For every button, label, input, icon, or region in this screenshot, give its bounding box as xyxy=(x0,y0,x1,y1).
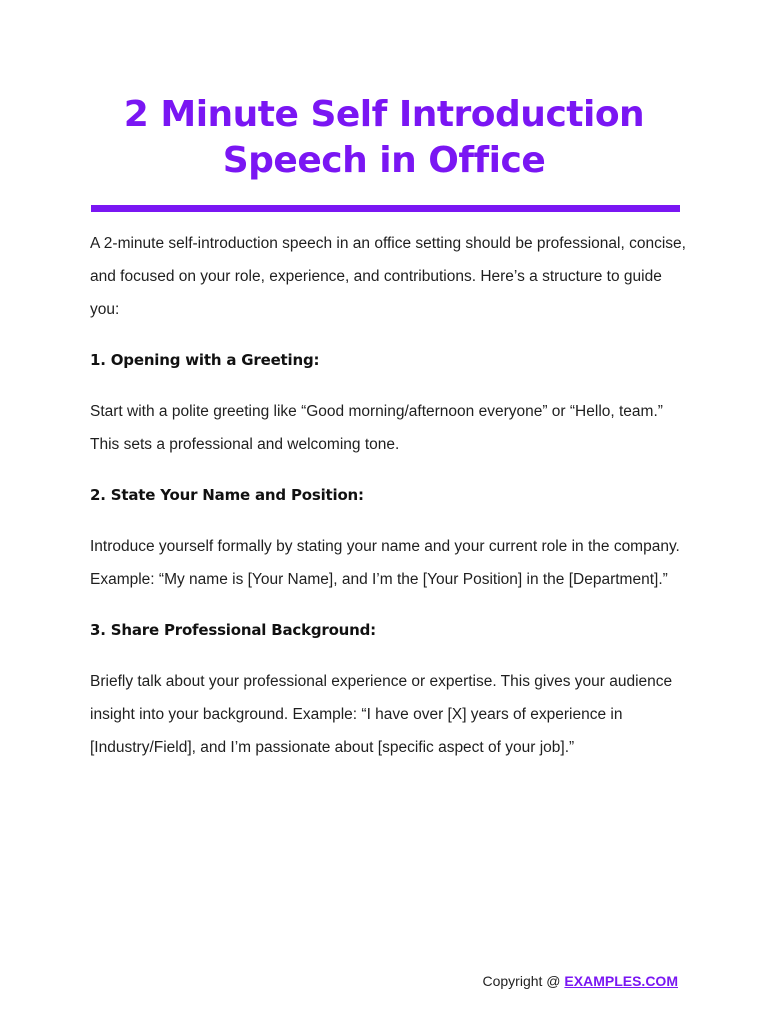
intro-paragraph: A 2-minute self-introduction speech in an office setting should be professional, concise, and focused on your role, experience, and contributions. Here’s a structure to guide you: xyxy=(90,235,686,318)
section-body-greeting: Start with a polite greeting like “Good morning/afternoon everyone” or “Hello, team.” This sets a professional and welcoming tone. xyxy=(90,403,663,453)
section-heading-background: 3. Share Professional Background: xyxy=(90,621,376,639)
section-body-name-position: Introduce yourself formally by stating your name and your current role in the company. Example: “My name is [Your Name], and I’m the [Your Position] in the [Department].” xyxy=(90,538,680,588)
section-heading-name-position: 2. State Your Name and Position: xyxy=(90,486,364,504)
section-heading-greeting: 1. Opening with a Greeting: xyxy=(90,351,320,369)
copyright-footer xyxy=(483,971,679,991)
examples-link[interactable]: EXAMPLES.COM xyxy=(564,973,678,989)
section-body-background: Briefly talk about your professional experience or expertise. This gives your audience insight into your background. Example: “I have over [X] years of experience in [Industry/Field], and I’m passionate about [specific aspect of your job].” xyxy=(90,673,673,756)
document-body xyxy=(90,227,690,764)
page-title: 2 Minute Self Introduction Speech in Office xyxy=(123,94,645,181)
title-divider xyxy=(91,205,680,212)
copyright-prefix: Copyright @ xyxy=(482,973,565,989)
